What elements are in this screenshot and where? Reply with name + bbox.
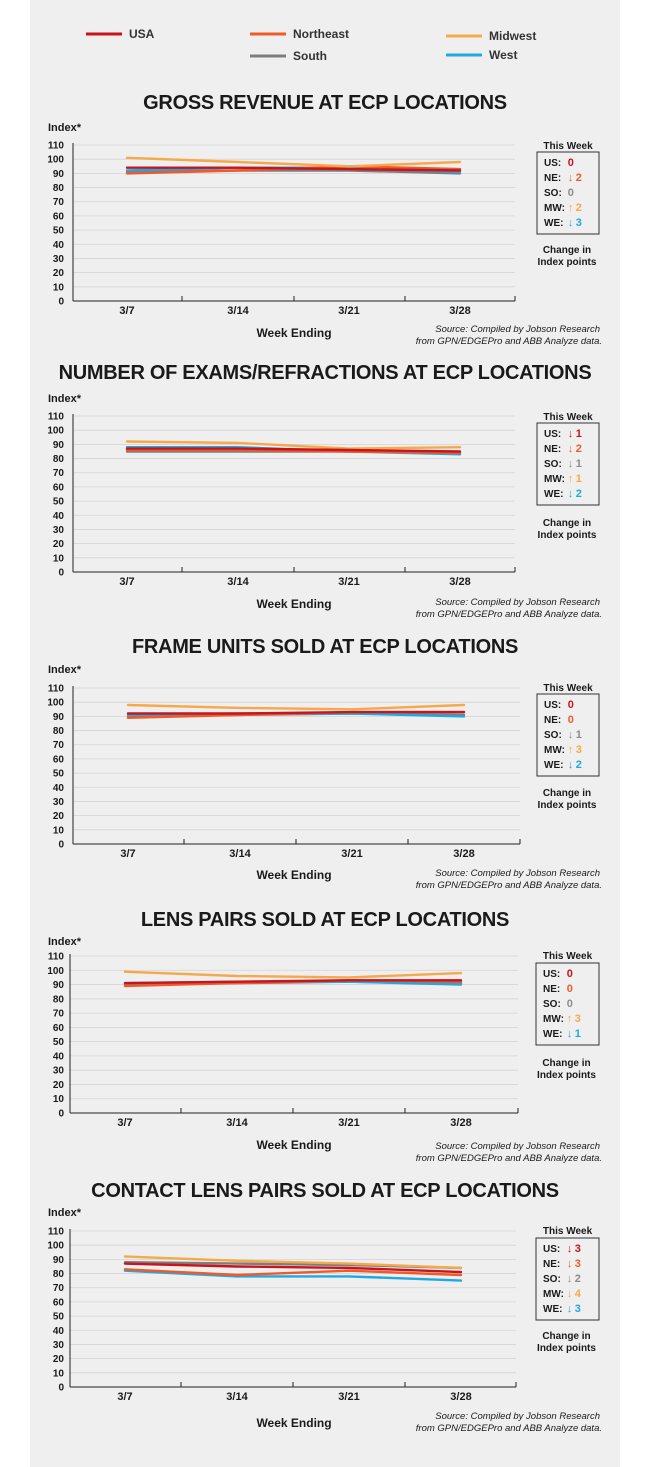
series-line-usa [128, 712, 464, 713]
y-tick-label: 0 [58, 567, 64, 579]
x-tick-label: 3/28 [453, 848, 475, 860]
y-tick-label: 20 [52, 1354, 64, 1366]
y-tick-label: 90 [52, 711, 64, 723]
change-row-value: 1 [575, 729, 582, 741]
arrow-down-icon: ↓ [566, 1273, 573, 1285]
change-row [544, 187, 574, 199]
y-tick-label: 110 [47, 140, 64, 152]
y-tick-label: 110 [47, 683, 64, 695]
y-tick-label: 40 [52, 782, 64, 794]
y-tick-label: 30 [52, 1065, 64, 1077]
series-lines [125, 972, 461, 986]
x-axis-title: Week Ending [256, 868, 332, 882]
y-tick-label: 40 [52, 239, 64, 251]
change-row-label: WE: [543, 1029, 563, 1040]
y-tick-label: 90 [52, 439, 64, 451]
y-tick-label: 10 [52, 825, 64, 837]
chart-4 [47, 909, 602, 1164]
change-box [537, 141, 599, 268]
legend-item-south [250, 49, 327, 63]
series-lines [127, 442, 460, 455]
legend-label: Northeast [293, 27, 350, 41]
change-row-value: 4 [574, 1288, 581, 1300]
change-row-value: 1 [575, 428, 582, 440]
y-tick-label: 40 [52, 510, 64, 522]
chart-1 [47, 92, 602, 347]
source-note-line1: Source: Compiled by Jobson Research [435, 1141, 600, 1152]
change-row [543, 983, 573, 995]
change-row-value: 3 [575, 744, 582, 756]
y-tick-label: 80 [52, 994, 64, 1006]
change-box-footer-line1: Change in [542, 1331, 591, 1342]
source-note-line2: from GPN/EDGEPro and ABB Analyze data. [415, 1423, 602, 1434]
arrow-down-icon: ↓ [567, 443, 574, 455]
y-tick-label: 50 [52, 1311, 64, 1323]
source-note-line1: Source: Compiled by Jobson Research [435, 597, 600, 608]
change-box-heading: This Week [543, 683, 593, 694]
y-tick-label: 50 [52, 1037, 64, 1049]
y-tick-label: 10 [52, 1094, 64, 1106]
y-tick-label: 100 [47, 425, 64, 437]
x-axis-title: Week Ending [256, 1138, 332, 1152]
source-note-line2: from GPN/EDGEPro and ABB Analyze data. [415, 1153, 602, 1164]
change-box-heading: This Week [543, 141, 593, 152]
y-tick-label: 30 [52, 1339, 64, 1351]
change-row-label: MW: [544, 203, 565, 214]
arrow-up-icon: ↑ [566, 1013, 573, 1025]
x-tick-label: 3/14 [226, 1391, 248, 1403]
change-row [544, 744, 582, 756]
change-row [543, 968, 573, 980]
change-row-label: NE: [544, 715, 562, 726]
change-row-value: 3 [575, 217, 582, 229]
y-tick-label: 30 [52, 253, 64, 265]
change-row-label: SO: [543, 1274, 561, 1285]
y-tick-label: 20 [52, 1079, 64, 1091]
arrow-down-icon: ↓ [567, 172, 574, 184]
x-tick-label: 3/21 [338, 576, 360, 588]
series-line-midwest [125, 972, 461, 978]
change-row-value: 2 [575, 759, 582, 771]
y-tick-label: 0 [58, 1382, 64, 1394]
change-row-label: MW: [543, 1014, 564, 1025]
change-row [543, 1303, 581, 1315]
legend-label: South [293, 49, 327, 63]
y-tick-label: 90 [52, 980, 64, 992]
source-note-line1: Source: Compiled by Jobson Research [435, 1411, 600, 1422]
y-tick-label: 70 [52, 1008, 64, 1020]
arrow-down-icon: ↓ [566, 1303, 573, 1315]
change-box [537, 683, 599, 811]
legend-label: USA [129, 27, 155, 41]
arrow-down-icon: ↓ [566, 1258, 573, 1270]
arrow-down-icon: ↓ [566, 1288, 573, 1300]
change-box [537, 412, 599, 541]
arrow-up-icon: ↑ [567, 202, 574, 214]
change-box-footer-line2: Index points [537, 800, 597, 811]
y-tick-label: 90 [52, 1254, 64, 1266]
source-note-line2: from GPN/EDGEPro and ABB Analyze data. [415, 880, 602, 891]
change-row-label: SO: [544, 459, 562, 470]
y-tick-label: 110 [47, 1226, 64, 1238]
change-box-footer-line1: Change in [542, 518, 592, 529]
change-row [544, 714, 574, 726]
y-axis-title: Index* [48, 393, 82, 405]
x-tick-label: 3/14 [227, 576, 249, 588]
arrow-up-icon: ↑ [567, 744, 574, 756]
change-row [543, 1013, 581, 1025]
arrow-down-icon: ↓ [567, 428, 574, 440]
y-tick-label: 70 [52, 1283, 64, 1295]
change-row-label: US: [543, 1244, 561, 1255]
change-box-heading: This Week [543, 412, 593, 423]
change-box-footer-line1: Change in [542, 1058, 591, 1069]
y-tick-label: 80 [52, 1269, 64, 1281]
y-tick-label: 40 [52, 1051, 64, 1063]
y-tick-label: 110 [47, 951, 64, 963]
change-row-value: 1 [574, 1028, 581, 1040]
change-box-footer-line2: Index points [537, 1070, 596, 1081]
y-tick-label: 80 [52, 183, 64, 195]
change-row-value: 2 [575, 443, 582, 455]
y-tick-label: 70 [52, 740, 64, 752]
y-tick-label: 50 [52, 496, 64, 508]
change-row [543, 998, 573, 1010]
change-row-label: SO: [544, 730, 562, 741]
gridlines [73, 145, 515, 287]
x-tick-label: 3/28 [449, 305, 471, 317]
y-tick-label: 60 [52, 754, 64, 766]
change-row-label: SO: [543, 999, 561, 1010]
change-row-value: 2 [575, 172, 582, 184]
change-row-label: MW: [543, 1289, 564, 1300]
change-row-value: 3 [574, 1243, 581, 1255]
x-tick-label: 3/21 [338, 1117, 360, 1129]
change-box-footer-line2: Index points [537, 257, 597, 268]
legend-item-midwest [446, 29, 536, 43]
change-box-heading: This Week [542, 951, 593, 962]
change-row [544, 759, 582, 771]
change-row-value: 2 [575, 202, 582, 214]
chart-title: GROSS REVENUE AT ECP LOCATIONS [143, 92, 507, 114]
y-tick-label: 90 [52, 168, 64, 180]
change-row-value: 0 [567, 699, 574, 711]
chart-title: NUMBER OF EXAMS/REFRACTIONS AT ECP LOCATIONS [58, 362, 592, 384]
change-row-value: 3 [574, 1258, 581, 1270]
legend-item-northeast [250, 27, 349, 41]
change-row [544, 157, 574, 169]
legend-label: West [489, 48, 518, 62]
x-tick-label: 3/7 [119, 576, 135, 588]
change-row-value: 3 [574, 1303, 581, 1315]
y-tick-label: 20 [52, 539, 64, 551]
x-tick-label: 3/21 [341, 848, 363, 860]
y-axis-title: Index* [48, 936, 82, 948]
x-tick-label: 3/14 [226, 1117, 248, 1129]
y-axis-title: Index* [48, 664, 82, 676]
change-row-value: 0 [566, 983, 573, 995]
x-tick-label: 3/7 [120, 848, 136, 860]
arrow-down-icon: ↓ [567, 729, 574, 741]
y-tick-label: 60 [52, 482, 64, 494]
change-row-label: SO: [544, 188, 562, 199]
y-tick-label: 100 [47, 154, 64, 166]
y-tick-label: 30 [52, 796, 64, 808]
y-tick-label: 10 [52, 282, 64, 294]
y-tick-label: 70 [52, 197, 64, 209]
y-tick-label: 100 [47, 965, 64, 977]
change-row-value: 1 [575, 458, 582, 470]
y-tick-label: 0 [58, 296, 64, 308]
change-row-label: US: [544, 158, 562, 169]
change-row-label: WE: [544, 218, 564, 229]
y-tick-label: 10 [52, 553, 64, 565]
y-tick-label: 70 [52, 468, 64, 480]
change-row-value: 3 [574, 1013, 581, 1025]
source-note-line1: Source: Compiled by Jobson Research [435, 868, 600, 879]
change-row-value: 2 [574, 1273, 581, 1285]
change-row-label: MW: [544, 474, 565, 485]
chart-2 [47, 362, 602, 620]
legend-label: Midwest [489, 29, 537, 43]
change-row [544, 488, 582, 500]
arrow-down-icon: ↓ [566, 1243, 573, 1255]
change-row-label: US: [543, 969, 561, 980]
change-row-value: 2 [575, 488, 582, 500]
y-axis-title: Index* [48, 1207, 82, 1219]
change-box-footer-line2: Index points [537, 530, 597, 541]
y-tick-label: 20 [52, 268, 64, 280]
y-tick-label: 110 [47, 411, 64, 423]
arrow-down-icon: ↓ [566, 1028, 573, 1040]
change-row-label: MW: [544, 745, 565, 756]
x-axis-title: Week Ending [256, 597, 332, 611]
y-tick-label: 60 [52, 1022, 64, 1034]
y-tick-label: 100 [47, 1240, 64, 1252]
series-lines [128, 705, 464, 718]
change-box [536, 1226, 599, 1354]
source-note-line2: from GPN/EDGEPro and ABB Analyze data. [415, 609, 602, 620]
y-axis-title: Index* [48, 122, 82, 134]
change-box-footer-line2: Index points [537, 1343, 596, 1354]
x-tick-label: 3/21 [338, 305, 360, 317]
y-tick-label: 20 [52, 811, 64, 823]
change-row-label: US: [544, 700, 562, 711]
change-box-footer-line1: Change in [542, 245, 592, 256]
change-row-label: WE: [544, 760, 564, 771]
y-tick-label: 40 [52, 1325, 64, 1337]
x-tick-label: 3/28 [450, 1117, 472, 1129]
change-row-label: US: [544, 429, 562, 440]
arrow-down-icon: ↓ [567, 458, 574, 470]
change-row-label: NE: [543, 984, 561, 995]
x-axis-title: Week Ending [256, 326, 332, 340]
source-note-line1: Source: Compiled by Jobson Research [435, 324, 600, 335]
change-row [543, 1288, 582, 1300]
legend-item-usa [86, 27, 155, 41]
change-row [544, 699, 574, 711]
change-row-label: WE: [543, 1304, 563, 1315]
charts [47, 92, 602, 1434]
change-box-heading: This Week [542, 1226, 593, 1237]
chart-title: CONTACT LENS PAIRS SOLD AT ECP LOCATIONS [91, 1180, 559, 1202]
chart-3 [47, 636, 602, 891]
legend-item-west [446, 48, 517, 62]
x-tick-label: 3/7 [117, 1391, 133, 1403]
legend [86, 27, 536, 63]
y-tick-label: 80 [52, 726, 64, 738]
x-tick-label: 3/14 [229, 848, 251, 860]
y-tick-label: 0 [58, 1108, 64, 1120]
change-row [544, 217, 582, 229]
series-lines [125, 1257, 461, 1281]
y-tick-label: 60 [52, 1297, 64, 1309]
change-row-value: 0 [567, 714, 574, 726]
series-line-midwest [128, 705, 464, 709]
change-row-value: 0 [567, 157, 574, 169]
y-tick-label: 100 [47, 697, 64, 709]
x-tick-label: 3/28 [450, 1391, 472, 1403]
y-tick-label: 50 [52, 225, 64, 237]
change-row [543, 1028, 581, 1040]
y-tick-label: 10 [52, 1368, 64, 1380]
change-row-label: WE: [544, 489, 564, 500]
change-row-value: 0 [566, 998, 573, 1010]
chart-title: FRAME UNITS SOLD AT ECP LOCATIONS [131, 636, 519, 658]
arrow-down-icon: ↓ [567, 488, 574, 500]
change-row-value: 1 [575, 473, 582, 485]
gridlines [73, 416, 515, 558]
x-tick-label: 3/7 [119, 305, 135, 317]
arrow-up-icon: ↑ [567, 473, 574, 485]
arrow-down-icon: ↓ [567, 759, 574, 771]
change-row [544, 473, 582, 485]
change-row-label: NE: [544, 173, 562, 184]
chart-5 [47, 1180, 602, 1434]
change-row-label: NE: [543, 1259, 561, 1270]
x-tick-label: 3/28 [449, 576, 471, 588]
series-lines [127, 158, 460, 174]
change-row-label: NE: [544, 444, 562, 455]
chart-title: LENS PAIRS SOLD AT ECP LOCATIONS [140, 909, 510, 931]
y-tick-label: 80 [52, 454, 64, 466]
source-note-line2: from GPN/EDGEPro and ABB Analyze data. [415, 336, 602, 347]
change-box [536, 951, 599, 1081]
y-tick-label: 0 [58, 839, 64, 851]
x-tick-label: 3/21 [338, 1391, 360, 1403]
change-row-value: 0 [566, 968, 573, 980]
arrow-down-icon: ↓ [567, 217, 574, 229]
y-tick-label: 30 [52, 524, 64, 536]
y-tick-label: 50 [52, 768, 64, 780]
x-tick-label: 3/7 [117, 1117, 133, 1129]
change-row-value: 0 [567, 187, 574, 199]
x-tick-label: 3/14 [227, 305, 249, 317]
gridlines [70, 1231, 516, 1373]
x-axis-title: Week Ending [256, 1416, 332, 1430]
y-tick-label: 60 [52, 211, 64, 223]
change-box-footer-line1: Change in [542, 788, 592, 799]
change-row [544, 202, 582, 214]
